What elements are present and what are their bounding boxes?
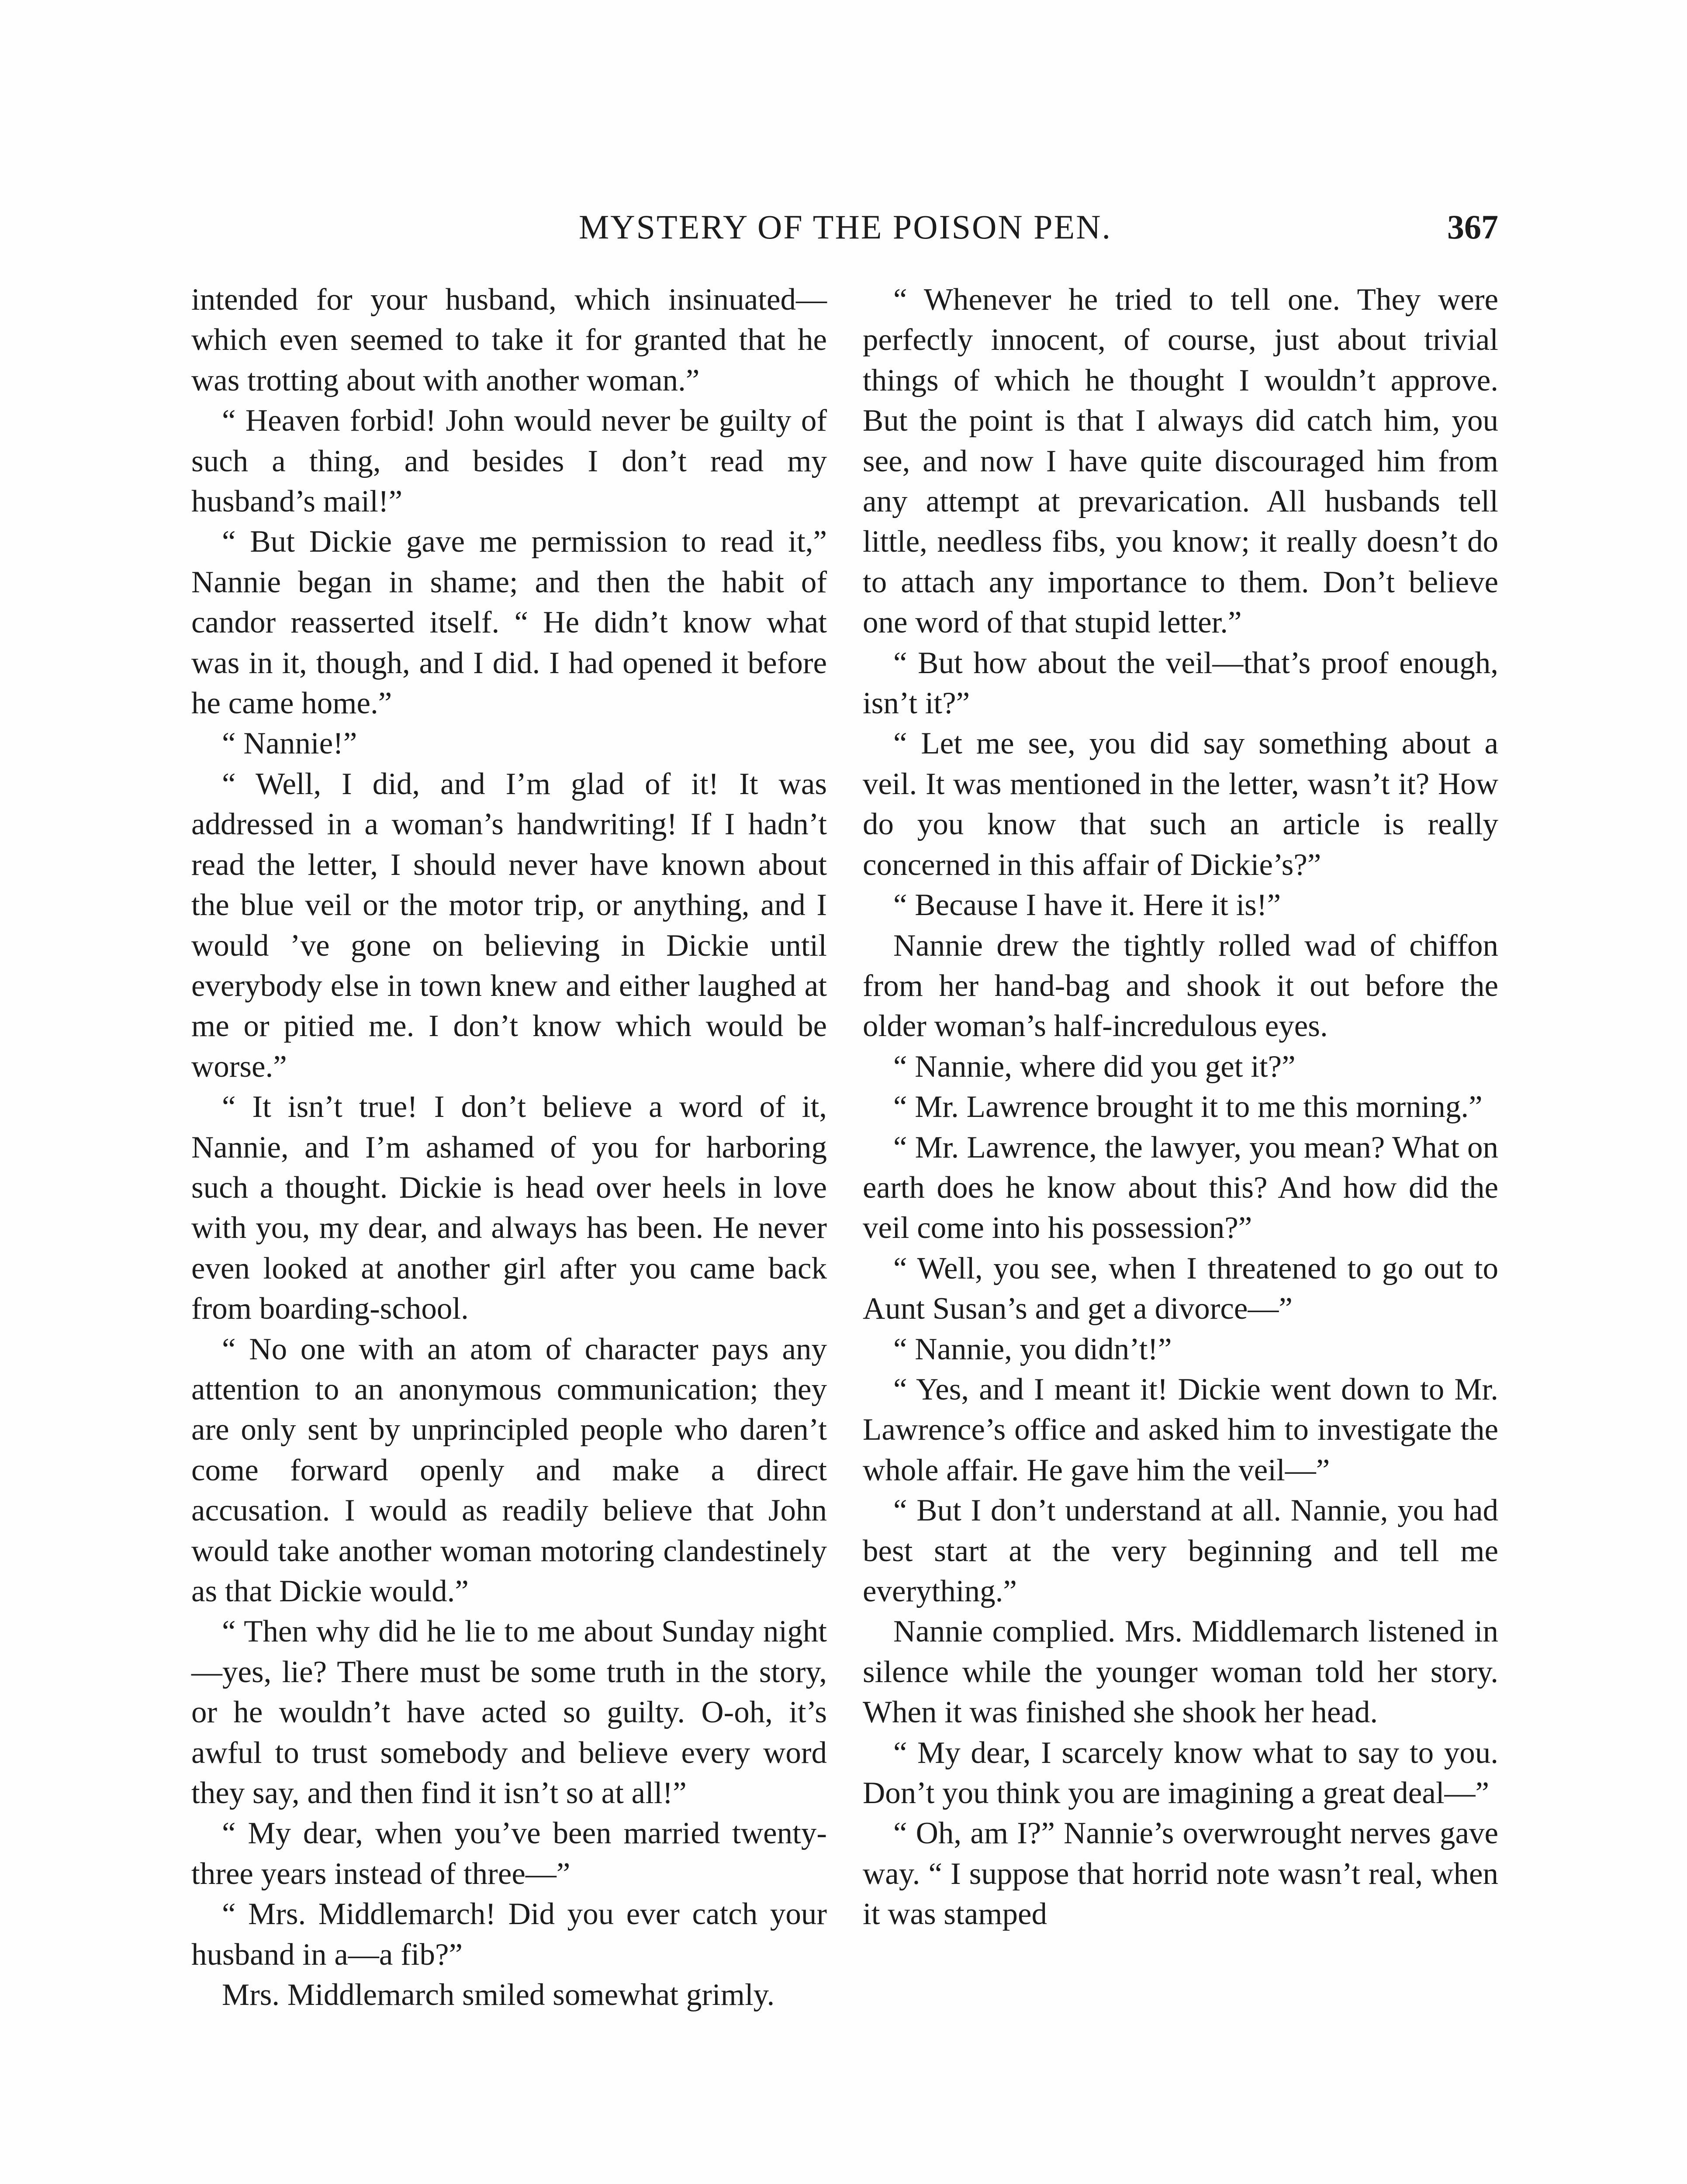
paragraph: “ But Dickie gave me permission to read it,” Nannie began in shame; and then the habit of candor reasserted itself. “ He didn’t know what was in it, though, and I did. I had opened it before he came home.” [191, 525, 827, 721]
paragraph: “ Let me see, you did say something about a veil. It was mentioned in the letter, wasn’t it? How do you know that such an article is really concerned in this affair of Dickie’s?” [863, 726, 1498, 882]
left-column [191, 280, 827, 2015]
paragraph: Nannie complied. Mrs. Middlemarch listened in silence while the younger woman told her story. When it was finished she shook her head. [863, 1614, 1498, 1730]
paragraph: Nannie drew the tightly rolled wad of chiffon from her hand-bag and shook it out before the older woman’s half-incredulous eyes. [863, 928, 1498, 1044]
paragraph: “ Mr. Lawrence, the lawyer, you mean? What on earth does he know about this? And how did the veil come into his possession?” [863, 1130, 1498, 1245]
paragraph: “ Mrs. Middlemarch! Did you ever catch your husband in a—a fib?” [191, 1897, 827, 1972]
page-number: 367 [1447, 208, 1498, 246]
paragraph: “ Nannie, you didn’t!” [893, 1332, 1172, 1366]
paragraph: “ My dear, I scarcely know what to say to you. Don’t you think you are imagining a great deal—” [863, 1735, 1498, 1811]
running-head [192, 205, 1498, 258]
paragraph: “ Yes, and I meant it! Dickie went down to Mr. Lawrence’s office and asked him to investigate the whole affair. He gave him the veil—” [863, 1372, 1498, 1487]
paragraph: “ Well, you see, when I threatened to go out to Aunt Susan’s and get a divorce—” [863, 1251, 1498, 1326]
paragraph: “ My dear, when you’ve been married twenty-three years instead of three—” [191, 1816, 827, 1891]
paragraph: Mrs. Middlemarch smiled somewhat grimly. [222, 1978, 775, 2012]
paragraph: intended for your husband, which insinuated—which even seemed to take it for granted that he was trotting about with another woman.” [191, 283, 827, 397]
paragraph: “ But I don’t understand at all. Nannie, you had best start at the very beginning and tell me everything.” [863, 1493, 1498, 1608]
paragraph: “ But how about the veil—that’s proof enough, isn’t it?” [863, 646, 1498, 721]
paragraph: “ Well, I did, and I’m glad of it! It was addressed in a woman’s handwriting! If I hadn’t read the letter, I should never have known about the blue veil or the motor trip, or anything, and I would ’ve gone on believing in Dickie until everybody else in town knew and either laughed at me or pitied me. I don’t know which would be worse.” [191, 767, 827, 1084]
paragraph: “ Nannie!” [222, 726, 357, 761]
running-title: MYSTERY OF THE POISON PEN. [578, 208, 1112, 246]
right-column [863, 280, 1498, 1935]
paragraph: “ Heaven forbid! John would never be guilty of such a thing, and besides I don’t read my husband’s mail!” [191, 404, 827, 519]
paragraph: “ Whenever he tried to tell one. They were perfectly innocent, of course, just about trivial things of which he thought I wouldn’t approve. But the point is that I always did catch him, you see, and now I have quite discouraged him from any attempt at prevarication. All husbands tell little, needless fibs, you know; it really doesn’t do to attach any importance to them. Don’t believe one word of that stupid letter.” [863, 283, 1498, 640]
paragraph: “ Oh, am I?” Nannie’s overwrought nerves gave way. “ I suppose that horrid note wasn’t real, when it was stamped [863, 1816, 1498, 1932]
paragraph: “ Then why did he lie to me about Sunday night—yes, lie? There must be some truth in the story, or he wouldn’t have acted so guilty. O-oh, it’s awful to trust somebody and believe every word they say, and then find it isn’t so at all!” [191, 1614, 827, 1811]
paragraph: “ Because I have it. Here it is!” [893, 888, 1281, 923]
paragraph: “ It isn’t true! I don’t believe a word of it, Nannie, and I’m ashamed of you for harboring such a thought. Dickie is head over heels in love with you, my dear, and always has been. He never even looked at another girl after you came back from boarding-school. [191, 1090, 827, 1326]
paragraph: “ Nannie, where did you get it?” [893, 1049, 1296, 1084]
paragraph: “ Mr. Lawrence brought it to me this morning.” [893, 1090, 1483, 1124]
paragraph: “ No one with an atom of character pays any attention to an anonymous communication; they are only sent by unprincipled people who daren’t come forward openly and make a direct accusation. I would as readily believe that John would take another woman motoring clandestinely as that Dickie would.” [191, 1332, 827, 1608]
